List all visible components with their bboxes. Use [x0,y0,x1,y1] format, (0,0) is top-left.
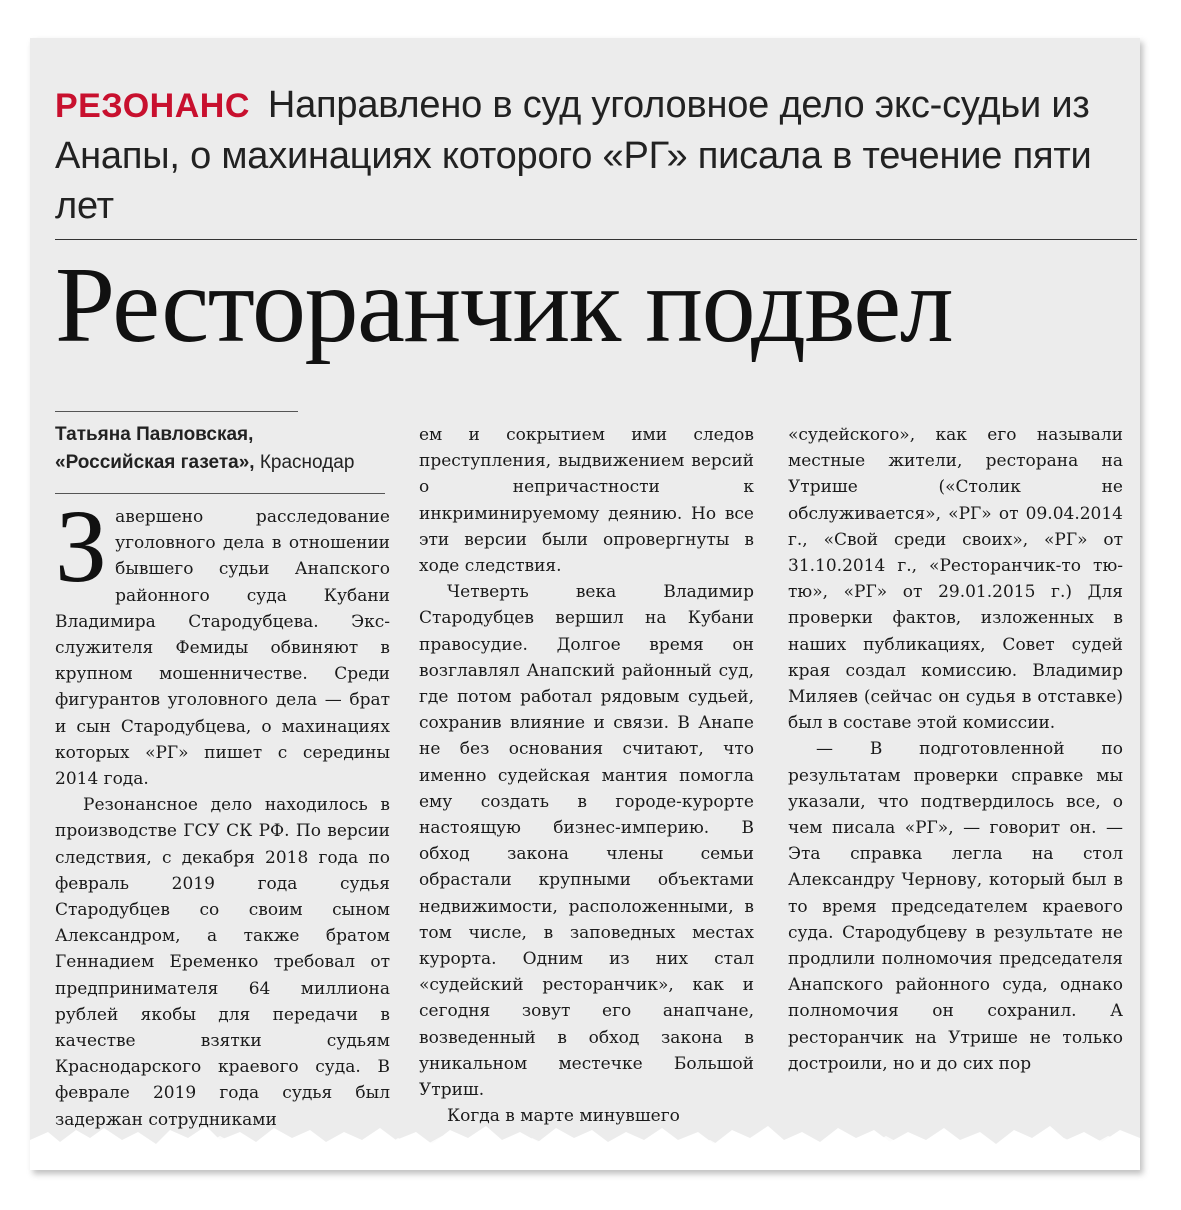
kicker-text: Направлено в суд уголовное дело экс-судьи из Анапы, о махинациях которого «РГ» писала в течение пяти лет [55,84,1092,227]
paper-name: «Российская газета», [55,452,255,473]
column-1 [55,489,390,1133]
kicker [55,80,1125,231]
paragraph: «судейского», как его называли местные жители, ресторана на Утрише («Столик не обслуживается», «РГ» от 09.04.2014 г., «Свой среди своих», «РГ» от 31.10.2014 г., «Ресторанчик-то тю-тю», «РГ» от 29.01.2015 г.) Для проверки фактов, изложенных в наших публикациях, Совет судей края создал комиссию. Владимир Миляев (сейчас он судья в отставке) был в составе этой комиссии. [788,425,1123,734]
paragraph: — В подготовленной по результатам проверки справке мы указали, что подтвердилось все, о чем писала «РГ», — говорит он. — Эта справка легла на стол Александру Чернову, который был в то время председателем краевого суда. Стародубцеву в результате не продлили полномочия председателя Анапского районного суда, однако полномочия он сохранил. А ресторанчик на Утрише не только достроили, но и до сих пор [788,739,1123,1074]
column-3 [788,422,1123,1077]
author-name: Татьяна Павловская, [55,424,254,445]
city: Краснодар [254,452,355,473]
paragraph: авершено расследование уголовного дела в отношении бывшего судьи Анапского районного суда Кубани Владимира Стародубцева. Экс-служителя Фемиды обвиняют в крупном мошенничестве. Среди фигурантов уголовного дела — брат и сын Стародубцева, о махинациях которых «РГ» пишет с середины 2014 года. [55,507,390,790]
top-rule [55,239,1137,240]
byline [55,421,400,477]
newspaper-clipping [30,38,1140,1170]
paragraph: ем и сокрытием ими следов преступления, выдвижением версий о непричастности к инкриминируемому деянию. Но все эти версии были опровергнуты в ходе следствия. [419,425,754,577]
rubric-label: РЕЗОНАНС [55,87,250,125]
paragraph: Четверть века Владимир Стародубцев вершил на Кубани правосудие. Долгое время он возглавлял Анапский районный суд, где потом работал рядовым судьей, сохранив влияние и связи. В Анапе не без основания считают, что именно судейская мантия помогла ему создать в городе-курорте настоящую бизнес-империю. В обход закона члены семьи обрастали крупными объектами недвижимости, расположенными, в том числе, в заповедных местах курорта. Одним из них стал «судейский ресторанчик», как и сегодня зовут его анапчане, возведенный в обход закона в уникальном местечке Большой Утриш. [419,582,754,1101]
drop-cap: З [55,489,108,604]
byline-rule [55,411,298,412]
column-2 [419,422,754,1129]
paragraph: Когда в марте минувшего [447,1106,680,1127]
torn-edge [30,1118,1140,1170]
paragraph: Резонансное дело находилось в производстве ГСУ СК РФ. По версии следствия, с декабря 2018 года по февраль 2019 года судья Стародубцев со своим сыном Александром, а также братом Геннадием Еременко требовал от предпринимателя 64 миллиона рублей якобы для передачи в качестве взятки судьям Краснодарского краевого суда. В феврале 2019 года судья был задержан сотрудниками [55,795,390,1130]
headline: Ресторанчик подвел [55,246,953,365]
